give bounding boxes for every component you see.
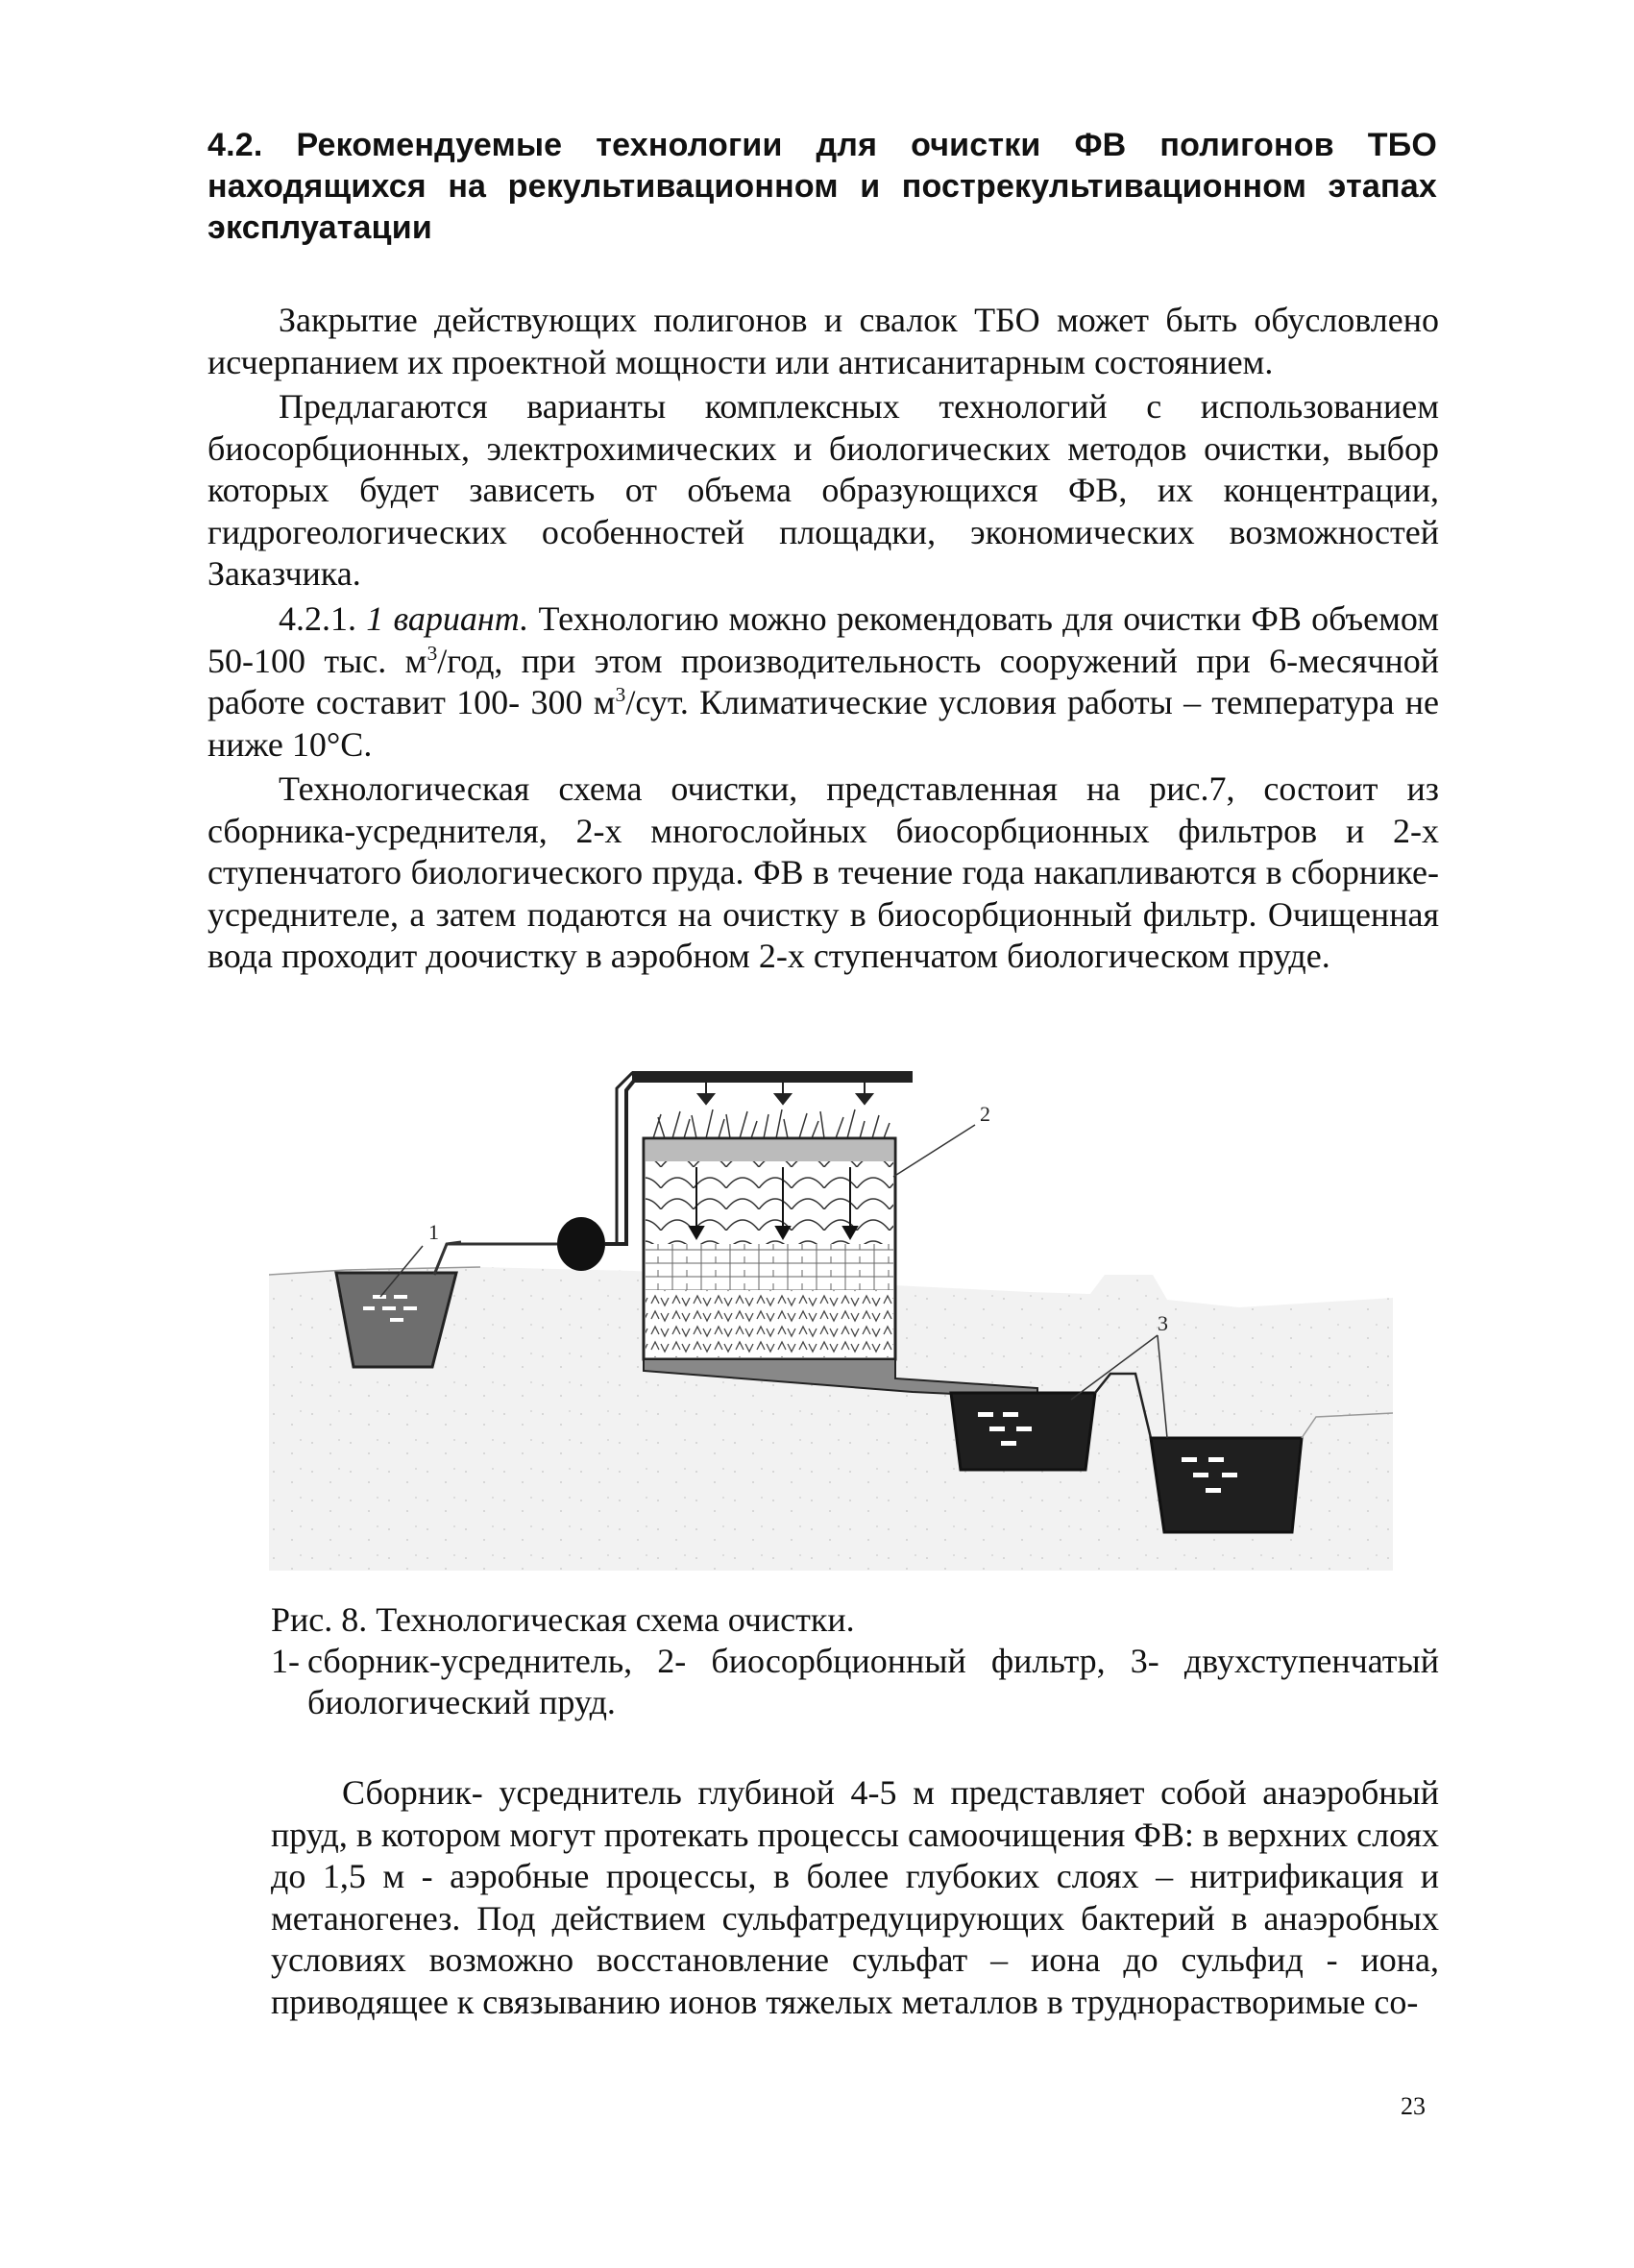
section-number: 4.2.1. xyxy=(279,599,356,638)
sprinkler-arrows xyxy=(698,1083,872,1104)
paragraph-collector: Сборник- усреднитель глубиной 4-5 м представляет собой анаэробный пруд, в котором могут протекать процессы самоочищения ФВ: в верхних слоях до 1,5 м - аэробные процессы, в более глубоких слоях – нитрификация и метаногенез. Под действием сульфатредуцирующих бактерий в анаэробных условиях возможно восстановление сульфат – иона до сульфид - иона, приводящее к связыванию ионов тяжелых металлов в труднорастворимые со- xyxy=(271,1773,1439,2021)
section-heading: 4.2. Рекомендуемые технологии для очистки ФВ полигонов ТБО находящихся на рекультивационном и пострекультивационном этапах эксплуатации xyxy=(207,127,1437,246)
variant-text-3: /сут. Климатические условия работы – температура не ниже 10°С. xyxy=(207,683,1439,764)
filter-gravel-layer xyxy=(646,1290,893,1357)
variant-text-1: Технологию можно рекомендовать для очистки ФВ объемом 50-100 тыс. м xyxy=(207,599,1440,680)
treatment-scheme-diagram xyxy=(269,1061,1393,1571)
paragraph-variant-1 xyxy=(207,598,1439,766)
label-3: 3 xyxy=(1158,1311,1168,1335)
filter-top-layer xyxy=(646,1140,893,1161)
filter-brick-layer xyxy=(646,1244,893,1290)
legend-number: 1- xyxy=(271,1642,300,1680)
legend-text: сборник-усреднитель, 2- биосорбционный фильтр, 3- двухступенчатый биологический пруд. xyxy=(307,1642,1439,1721)
caption-title: Рис. 8. Технологическая схема очистки. xyxy=(271,1600,855,1639)
filter-scale-layer xyxy=(646,1161,893,1244)
paragraph-technologies: Предлагаются варианты комплексных технологий с использованием биосорбционных, электрохимических и биологических методов очистки, выбор которых будет зависеть от объема образующихся ФВ, их концентрации, гидрогеологических особенностей площадки, экономических возможностей Заказчика. xyxy=(207,387,1439,593)
variant-text-2: /год, при этом производительность сооружений при 6-месячной работе составит 100- 300 м xyxy=(207,641,1439,721)
figure-caption xyxy=(271,1599,1439,1723)
bio-pond-stage-2 xyxy=(1151,1438,1302,1532)
label-2: 2 xyxy=(980,1102,990,1126)
pump-final xyxy=(557,1217,605,1271)
page-number: 23 xyxy=(1401,2092,1426,2120)
superscript-1: 3 xyxy=(427,641,438,665)
sprinkler-header xyxy=(632,1071,913,1083)
vegetation xyxy=(653,1110,890,1138)
caption-legend xyxy=(271,1641,1439,1723)
paragraph-closure: Закрытие действующих полигонов и свалок ТБО может быть обусловлено исчерпанием их проектной мощности или антисанитарным состоянием. xyxy=(207,301,1439,381)
variant-label: 1 вариант. xyxy=(366,599,529,638)
paragraph-scheme: Технологическая схема очистки, представленная на рис.7, состоит из сборника-усреднителя, 2-х многослойных биосорбционных фильтров и 2-х ступенчатого биологического пруда. ФВ в течение года накапливаются в сборнике- усреднителе, а затем подаются на очистку в биосорбционный фильтр. Очищенная вода проходит доочистку в аэробном 2-х ступенчатом биологическом пруде. xyxy=(207,769,1439,975)
superscript-2: 3 xyxy=(615,683,626,706)
label-1: 1 xyxy=(428,1220,439,1244)
